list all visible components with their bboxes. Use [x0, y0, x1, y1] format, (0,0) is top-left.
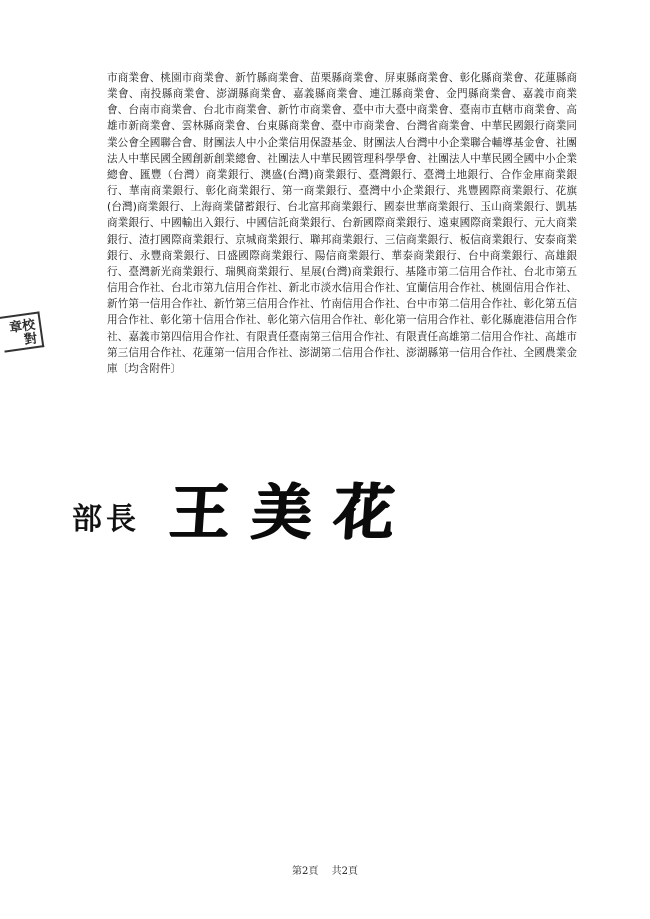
page-number: 第2頁 [292, 866, 319, 877]
recipients-list: 市商業會、桃園市商業會、新竹縣商業會、苗栗縣商業會、屏東縣商業會、彰化縣商業會、花蓮縣商業會、南投縣商業會、澎湖縣商業會、嘉義縣商業會、連江縣商業會、金門縣商業會、嘉義市商業會、台南市商業會、台北市商業會、新竹市商業會、臺中市大臺中商業會、臺南市直轄市商業會、高雄市新商業會、雲林縣商業會、台東縣商業會、臺中市商業會、台灣省商業會、中華民國銀行商業同業公會全國聯合會、財團法人中小企業信用保證基金、財團法人台灣中小企業聯合輔導基金會、社團法人中華民國全國創新創業總會、社團法人中華民國管理科學學會、社團法人中華民國全國中小企業總會、匯豐（台灣）商業銀行、澳盛(台灣)商業銀行、臺灣銀行、臺灣土地銀行、合作金庫商業銀行、華南商業銀行、彰化商業銀行、第一商業銀行、臺灣中小企業銀行、兆豐國際商業銀行、花旗(台灣)商業銀行、上海商業儲蓄銀行、台北富邦商業銀行、國泰世華商業銀行、玉山商業銀行、凱基商業銀行、中國輸出入銀行、中國信託商業銀行、台新國際商業銀行、遠東國際商業銀行、元大商業銀行、渣打國際商業銀行、京城商業銀行、聯邦商業銀行、三信商業銀行、板信商業銀行、安泰商業銀行、永豐商業銀行、日盛國際商業銀行、陽信商業銀行、華泰商業銀行、台中商業銀行、高雄銀行、臺灣新光商業銀行、瑞興商業銀行、星展(台灣)商業銀行、基隆市第二信用合作社、台北市第五信用合作社、台北市第九信用合作社、新北市淡水信用合作社、宜蘭信用合作社、桃園信用合作社、新竹第一信用合作社、新竹第三信用合作社、竹南信用合作社、台中市第二信用合作社、彰化第五信用合作社、彰化第十信用合作社、彰化第六信用合作社、彰化第一信用合作社、彰化縣鹿港信用合作社、嘉義市第四信用合作社、有限責任臺南第三信用合作社、有限責任高雄第二信用合作社、高雄市第三信用合作社、花蓮第一信用合作社、澎湖第二信用合作社、澎湖縣第一信用合作社、全國農業金庫〔均含附件〕 [107, 72, 577, 375]
minister-title: 部長 [72, 502, 140, 537]
proofread-seal [0, 311, 44, 352]
page-footer [0, 866, 650, 878]
page-total: 共2頁 [331, 866, 358, 877]
minister-signature: 王美花 [167, 478, 419, 548]
seal-label: 校對章 [5, 317, 37, 348]
